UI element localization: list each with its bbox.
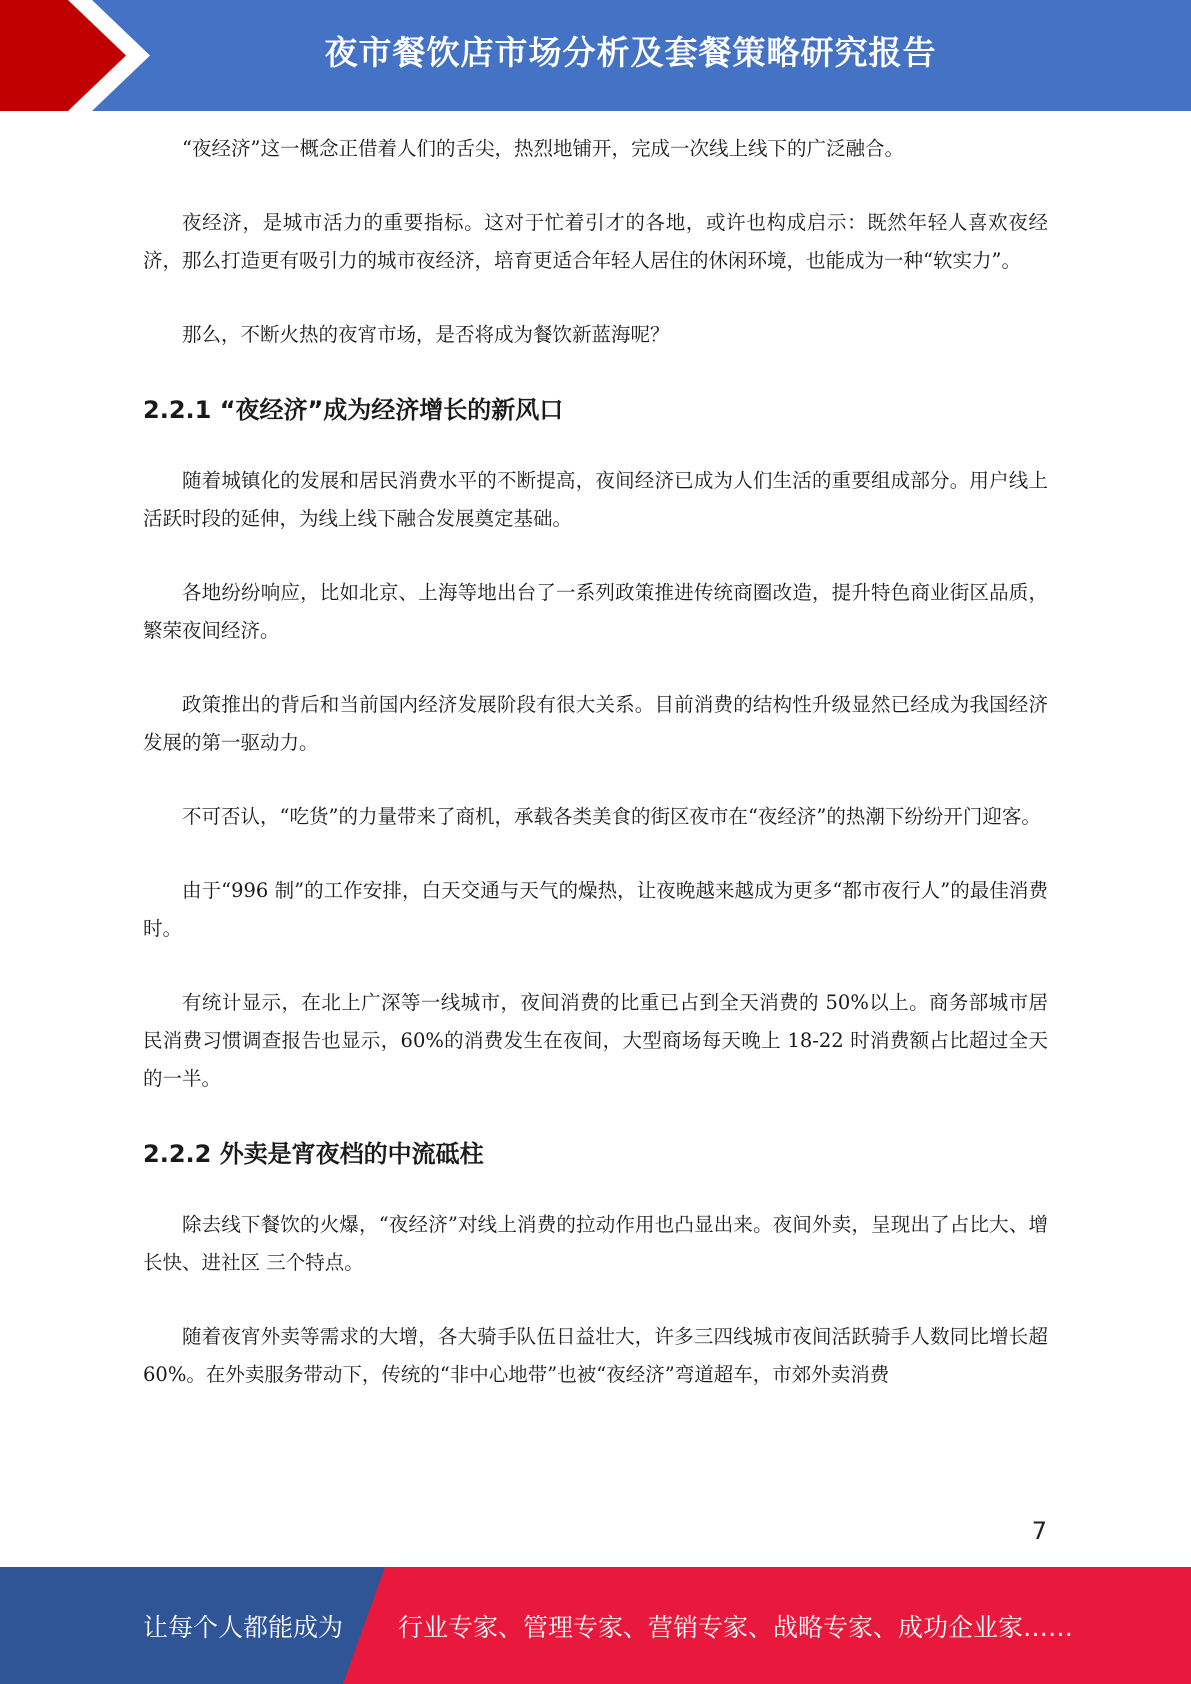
page-number: 7 xyxy=(1031,1517,1047,1545)
footer-banner xyxy=(0,1567,1191,1684)
section-221-paragraph-6: 有统计显示，在北上广深等一线城市，夜间消费的比重已占到全天消费的 50%以上。商务部城市居民消费习惯调查报告也显示，60%的消费发生在夜间，大型商场每天晚上 18-22 时消费额占比超过全天的一半。 xyxy=(143,991,1048,1090)
section-221-paragraph-4: 不可否认，“吃货”的力量带来了商机，承载各类美食的街区夜市在“夜经济”的热潮下纷纷开门迎客。 xyxy=(182,805,1041,828)
intro-paragraph-3: 那么，不断火热的夜宵市场，是否将成为餐饮新蓝海呢？ xyxy=(182,323,670,346)
chevron-decoration xyxy=(0,0,160,111)
header-banner xyxy=(0,0,1191,111)
footer-slogan-left: 让每个人都能成为 xyxy=(143,1613,344,1642)
page-body xyxy=(143,130,1048,1430)
intro-paragraph-1: “夜经济”这一概念正借着人们的舌尖，热烈地铺开，完成一次线上线下的广泛融合。 xyxy=(182,137,904,160)
footer-slogan-right: 行业专家、管理专家、营销专家、战略专家、成功企业家…… xyxy=(398,1613,1074,1642)
section-heading-2-2-2: 2.2.2 外卖是宵夜档的中流砥柱 xyxy=(143,1140,484,1168)
section-221-paragraph-3: 政策推出的背后和当前国内经济发展阶段有很大关系。目前消费的结构性升级显然已经成为我国经济发展的第一驱动力。 xyxy=(143,693,1048,754)
section-heading-2-2-1: 2.2.1 “夜经济”成为经济增长的新风口 xyxy=(143,396,564,424)
document-title: 夜市餐饮店市场分析及套餐策略研究报告 xyxy=(324,33,937,72)
section-221-paragraph-5: 由于“996 制”的工作安排，白天交通与天气的燥热，让夜晚越来越成为更多“都市夜行人”的最佳消费时。 xyxy=(143,879,1048,940)
section-221-paragraph-2: 各地纷纷响应，比如北京、上海等地出台了一系列政策推进传统商圈改造，提升特色商业街区品质，繁荣夜间经济。 xyxy=(143,581,1048,642)
intro-paragraph-2: 夜经济，是城市活力的重要指标。这对于忙着引才的各地，或许也构成启示：既然年轻人喜欢夜经济，那么打造更有吸引力的城市夜经济，培育更适合年轻人居住的休闲环境，也能成为一种“软实力”。 xyxy=(143,211,1048,272)
section-221-paragraph-1: 随着城镇化的发展和居民消费水平的不断提高，夜间经济已成为人们生活的重要组成部分。用户线上活跃时段的延伸，为线上线下融合发展奠定基础。 xyxy=(143,469,1048,530)
section-222-paragraph-2: 随着夜宵外卖等需求的大增，各大骑手队伍日益壮大，许多三四线城市夜间活跃骑手人数同比增长超 60%。在外卖服务带动下，传统的“非中心地带”也被“夜经济”弯道超车，市郊外卖消费 xyxy=(143,1325,1048,1386)
section-222-paragraph-1: 除去线下餐饮的火爆，“夜经济”对线上消费的拉动作用也凸显出来。夜间外卖，呈现出了占比大、增长快、进社区 三个特点。 xyxy=(143,1213,1048,1274)
